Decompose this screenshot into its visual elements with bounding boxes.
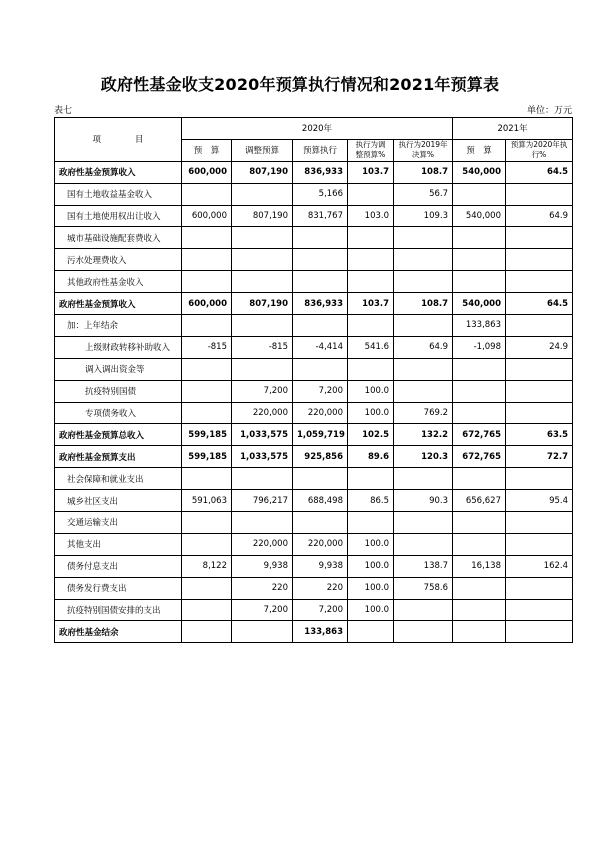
row-label: 城市基础设施配套费收入 bbox=[55, 227, 182, 249]
cell-budget-2020 bbox=[182, 468, 232, 490]
cell-budget-execution bbox=[293, 271, 348, 293]
cell-exec-vs-2019-pct: 120.3 bbox=[394, 446, 453, 468]
table-row bbox=[55, 577, 573, 599]
row-label: 抗疫特别国债 bbox=[55, 380, 182, 402]
cell-budget-execution bbox=[293, 315, 348, 337]
cell-budget-2020: 8,122 bbox=[182, 555, 232, 577]
cell-exec-vs-adjusted-pct bbox=[348, 621, 394, 643]
cell-adjusted-budget: 7,200 bbox=[232, 380, 293, 402]
cell-exec-vs-2019-pct bbox=[394, 512, 453, 534]
cell-budget-2020 bbox=[182, 533, 232, 555]
table-row bbox=[55, 512, 573, 534]
cell-budget-2021: 656,627 bbox=[453, 490, 506, 512]
row-label: 政府性基金结余 bbox=[55, 621, 182, 643]
cell-exec-vs-adjusted-pct bbox=[348, 315, 394, 337]
cell-budget-vs-2020-pct bbox=[506, 512, 573, 534]
cell-adjusted-budget: -815 bbox=[232, 336, 293, 358]
cell-exec-vs-2019-pct bbox=[394, 380, 453, 402]
table-row bbox=[55, 336, 573, 358]
cell-budget-2020: 600,000 bbox=[182, 293, 232, 315]
cell-budget-execution: 133,863 bbox=[293, 621, 348, 643]
row-label: 政府性基金预算收入 bbox=[55, 293, 182, 315]
cell-adjusted-budget: 220 bbox=[232, 577, 293, 599]
table-row bbox=[55, 490, 573, 512]
cell-exec-vs-adjusted-pct: 103.0 bbox=[348, 205, 394, 227]
cell-exec-vs-2019-pct bbox=[394, 271, 453, 293]
table-row bbox=[55, 468, 573, 490]
cell-budget-execution bbox=[293, 249, 348, 271]
cell-budget-execution bbox=[293, 468, 348, 490]
cell-exec-vs-2019-pct bbox=[394, 468, 453, 490]
row-label: 其他支出 bbox=[55, 533, 182, 555]
cell-exec-vs-adjusted-pct bbox=[348, 358, 394, 380]
cell-adjusted-budget bbox=[232, 271, 293, 293]
header-exec-vs-adjusted-pct: 执行为调整预算% bbox=[348, 139, 394, 161]
cell-exec-vs-2019-pct: 108.7 bbox=[394, 293, 453, 315]
cell-budget-2020 bbox=[182, 577, 232, 599]
cell-budget-2021 bbox=[453, 402, 506, 424]
table-row bbox=[55, 249, 573, 271]
header-budget-2020: 预 算 bbox=[182, 139, 232, 161]
cell-budget-2021: -1,098 bbox=[453, 336, 506, 358]
cell-exec-vs-2019-pct: 132.2 bbox=[394, 424, 453, 446]
cell-budget-2021 bbox=[453, 227, 506, 249]
table-row bbox=[55, 533, 573, 555]
table-row bbox=[55, 227, 573, 249]
cell-budget-2021 bbox=[453, 468, 506, 490]
row-label: 调入调出资金等 bbox=[55, 358, 182, 380]
table-row bbox=[55, 599, 573, 621]
header-adjusted-budget: 调整预算 bbox=[232, 139, 293, 161]
cell-budget-vs-2020-pct: 64.5 bbox=[506, 161, 573, 183]
cell-exec-vs-adjusted-pct bbox=[348, 227, 394, 249]
cell-budget-vs-2020-pct: 162.4 bbox=[506, 555, 573, 577]
cell-exec-vs-adjusted-pct bbox=[348, 468, 394, 490]
cell-adjusted-budget: 807,190 bbox=[232, 293, 293, 315]
row-label: 债务发行费支出 bbox=[55, 577, 182, 599]
cell-exec-vs-adjusted-pct: 103.7 bbox=[348, 293, 394, 315]
row-label: 政府性基金预算总收入 bbox=[55, 424, 182, 446]
cell-exec-vs-2019-pct: 769.2 bbox=[394, 402, 453, 424]
cell-budget-2021: 540,000 bbox=[453, 293, 506, 315]
table-row bbox=[55, 205, 573, 227]
cell-adjusted-budget bbox=[232, 512, 293, 534]
cell-budget-execution bbox=[293, 227, 348, 249]
table-row bbox=[55, 424, 573, 446]
cell-budget-2020 bbox=[182, 249, 232, 271]
cell-budget-2021: 672,765 bbox=[453, 424, 506, 446]
cell-adjusted-budget bbox=[232, 468, 293, 490]
cell-budget-2021 bbox=[453, 183, 506, 205]
table-row bbox=[55, 293, 573, 315]
cell-budget-vs-2020-pct bbox=[506, 621, 573, 643]
cell-budget-2020 bbox=[182, 402, 232, 424]
cell-budget-2020 bbox=[182, 599, 232, 621]
table-row bbox=[55, 402, 573, 424]
cell-adjusted-budget: 807,190 bbox=[232, 205, 293, 227]
cell-exec-vs-adjusted-pct: 100.0 bbox=[348, 533, 394, 555]
cell-exec-vs-2019-pct: 109.3 bbox=[394, 205, 453, 227]
header-item: 项 目 bbox=[55, 118, 182, 162]
table-body bbox=[55, 161, 573, 643]
row-label: 专项债务收入 bbox=[55, 402, 182, 424]
cell-exec-vs-2019-pct: 90.3 bbox=[394, 490, 453, 512]
row-label: 加：上年结余 bbox=[55, 315, 182, 337]
cell-budget-2020: 599,185 bbox=[182, 424, 232, 446]
cell-adjusted-budget: 220,000 bbox=[232, 402, 293, 424]
cell-budget-2020: 591,063 bbox=[182, 490, 232, 512]
cell-budget-vs-2020-pct bbox=[506, 315, 573, 337]
cell-exec-vs-2019-pct bbox=[394, 358, 453, 380]
cell-exec-vs-adjusted-pct bbox=[348, 249, 394, 271]
cell-budget-vs-2020-pct bbox=[506, 577, 573, 599]
cell-adjusted-budget bbox=[232, 315, 293, 337]
cell-exec-vs-2019-pct: 108.7 bbox=[394, 161, 453, 183]
cell-budget-2020: 599,185 bbox=[182, 446, 232, 468]
table-row bbox=[55, 380, 573, 402]
cell-budget-2021 bbox=[453, 271, 506, 293]
cell-adjusted-budget: 7,200 bbox=[232, 599, 293, 621]
cell-budget-2020 bbox=[182, 358, 232, 380]
cell-budget-vs-2020-pct: 64.5 bbox=[506, 293, 573, 315]
cell-budget-execution: 7,200 bbox=[293, 599, 348, 621]
row-label: 交通运输支出 bbox=[55, 512, 182, 534]
row-label: 政府性基金预算支出 bbox=[55, 446, 182, 468]
cell-budget-execution: 836,933 bbox=[293, 161, 348, 183]
cell-exec-vs-adjusted-pct: 100.0 bbox=[348, 402, 394, 424]
cell-budget-2020: -815 bbox=[182, 336, 232, 358]
row-label: 社会保障和就业支出 bbox=[55, 468, 182, 490]
cell-exec-vs-adjusted-pct: 100.0 bbox=[348, 380, 394, 402]
cell-budget-vs-2020-pct bbox=[506, 402, 573, 424]
cell-exec-vs-adjusted-pct: 89.6 bbox=[348, 446, 394, 468]
row-label: 债务付息支出 bbox=[55, 555, 182, 577]
cell-budget-vs-2020-pct bbox=[506, 599, 573, 621]
table-row bbox=[55, 446, 573, 468]
cell-budget-2021 bbox=[453, 249, 506, 271]
cell-adjusted-budget: 9,938 bbox=[232, 555, 293, 577]
row-label: 上级财政转移补助收入 bbox=[55, 336, 182, 358]
cell-adjusted-budget: 807,190 bbox=[232, 161, 293, 183]
row-label: 国有土地收益基金收入 bbox=[55, 183, 182, 205]
cell-budget-2021 bbox=[453, 358, 506, 380]
header-budget-vs-2020-pct: 预算为2020年执行% bbox=[506, 139, 573, 161]
header-exec-vs-2019-pct: 执行为2019年决算% bbox=[394, 139, 453, 161]
cell-budget-2020 bbox=[182, 512, 232, 534]
cell-budget-2021: 540,000 bbox=[453, 205, 506, 227]
cell-exec-vs-2019-pct: 138.7 bbox=[394, 555, 453, 577]
page-title: 政府性基金收支2020年预算执行情况和2021年预算表 bbox=[100, 75, 500, 94]
budget-table bbox=[54, 117, 573, 643]
row-label: 其他政府性基金收入 bbox=[55, 271, 182, 293]
cell-budget-2021 bbox=[453, 577, 506, 599]
cell-budget-2021: 16,138 bbox=[453, 555, 506, 577]
row-label: 国有土地使用权出让收入 bbox=[55, 205, 182, 227]
header-budget-execution: 预算执行 bbox=[293, 139, 348, 161]
cell-budget-execution: 220,000 bbox=[293, 402, 348, 424]
cell-budget-vs-2020-pct: 64.9 bbox=[506, 205, 573, 227]
cell-budget-vs-2020-pct: 72.7 bbox=[506, 446, 573, 468]
cell-adjusted-budget bbox=[232, 358, 293, 380]
cell-budget-2020 bbox=[182, 380, 232, 402]
cell-exec-vs-adjusted-pct bbox=[348, 512, 394, 534]
cell-budget-2021 bbox=[453, 599, 506, 621]
cell-budget-execution: 220 bbox=[293, 577, 348, 599]
table-row bbox=[55, 161, 573, 183]
cell-budget-vs-2020-pct: 95.4 bbox=[506, 490, 573, 512]
cell-budget-2021 bbox=[453, 533, 506, 555]
cell-budget-execution: 5,166 bbox=[293, 183, 348, 205]
cell-budget-vs-2020-pct bbox=[506, 533, 573, 555]
header-year-2020: 2020年 bbox=[182, 118, 453, 140]
table-row bbox=[55, 621, 573, 643]
cell-budget-2020 bbox=[182, 183, 232, 205]
table-row bbox=[55, 315, 573, 337]
cell-exec-vs-adjusted-pct: 86.5 bbox=[348, 490, 394, 512]
cell-adjusted-budget: 1,033,575 bbox=[232, 446, 293, 468]
cell-exec-vs-adjusted-pct: 103.7 bbox=[348, 161, 394, 183]
cell-budget-execution bbox=[293, 512, 348, 534]
cell-budget-execution: 9,938 bbox=[293, 555, 348, 577]
cell-budget-2020 bbox=[182, 621, 232, 643]
cell-exec-vs-adjusted-pct bbox=[348, 183, 394, 205]
row-label: 城乡社区支出 bbox=[55, 490, 182, 512]
cell-exec-vs-2019-pct bbox=[394, 599, 453, 621]
table-row bbox=[55, 183, 573, 205]
cell-budget-vs-2020-pct bbox=[506, 271, 573, 293]
cell-exec-vs-2019-pct bbox=[394, 315, 453, 337]
cell-budget-vs-2020-pct: 24.9 bbox=[506, 336, 573, 358]
cell-exec-vs-adjusted-pct bbox=[348, 271, 394, 293]
cell-adjusted-budget bbox=[232, 227, 293, 249]
cell-adjusted-budget bbox=[232, 621, 293, 643]
cell-exec-vs-2019-pct: 56.7 bbox=[394, 183, 453, 205]
cell-budget-vs-2020-pct bbox=[506, 249, 573, 271]
cell-budget-2021 bbox=[453, 621, 506, 643]
cell-budget-execution: 831,767 bbox=[293, 205, 348, 227]
header-year-2021: 2021年 bbox=[453, 118, 573, 140]
cell-exec-vs-adjusted-pct: 102.5 bbox=[348, 424, 394, 446]
cell-budget-vs-2020-pct: 63.5 bbox=[506, 424, 573, 446]
cell-budget-vs-2020-pct bbox=[506, 183, 573, 205]
cell-budget-2021: 133,863 bbox=[453, 315, 506, 337]
cell-exec-vs-2019-pct: 758.6 bbox=[394, 577, 453, 599]
cell-budget-vs-2020-pct bbox=[506, 227, 573, 249]
cell-adjusted-budget: 1,033,575 bbox=[232, 424, 293, 446]
cell-budget-2020: 600,000 bbox=[182, 205, 232, 227]
row-label: 抗疫特别国债安排的支出 bbox=[55, 599, 182, 621]
table-row bbox=[55, 555, 573, 577]
cell-budget-execution: 688,498 bbox=[293, 490, 348, 512]
cell-budget-execution: 7,200 bbox=[293, 380, 348, 402]
cell-budget-2020 bbox=[182, 227, 232, 249]
unit-label: 单位：万元 bbox=[526, 106, 572, 116]
cell-adjusted-budget: 796,217 bbox=[232, 490, 293, 512]
cell-adjusted-budget bbox=[232, 249, 293, 271]
cell-exec-vs-2019-pct bbox=[394, 621, 453, 643]
cell-adjusted-budget: 220,000 bbox=[232, 533, 293, 555]
cell-budget-2020: 600,000 bbox=[182, 161, 232, 183]
cell-exec-vs-2019-pct bbox=[394, 227, 453, 249]
cell-exec-vs-2019-pct bbox=[394, 533, 453, 555]
cell-budget-2021 bbox=[453, 380, 506, 402]
cell-budget-execution: 1,059,719 bbox=[293, 424, 348, 446]
table-number: 表七 bbox=[54, 106, 73, 116]
cell-budget-execution: 925,856 bbox=[293, 446, 348, 468]
cell-budget-2021: 540,000 bbox=[453, 161, 506, 183]
cell-budget-vs-2020-pct bbox=[506, 468, 573, 490]
cell-budget-execution bbox=[293, 358, 348, 380]
cell-exec-vs-adjusted-pct: 100.0 bbox=[348, 577, 394, 599]
cell-exec-vs-adjusted-pct: 100.0 bbox=[348, 555, 394, 577]
cell-budget-execution: 836,933 bbox=[293, 293, 348, 315]
header-budget-2021: 预 算 bbox=[453, 139, 506, 161]
cell-budget-2020 bbox=[182, 315, 232, 337]
table-row bbox=[55, 271, 573, 293]
cell-exec-vs-adjusted-pct: 100.0 bbox=[348, 599, 394, 621]
row-label: 污水处理费收入 bbox=[55, 249, 182, 271]
cell-adjusted-budget bbox=[232, 183, 293, 205]
table-row bbox=[55, 358, 573, 380]
cell-exec-vs-2019-pct: 64.9 bbox=[394, 336, 453, 358]
cell-budget-2021 bbox=[453, 512, 506, 534]
cell-budget-vs-2020-pct bbox=[506, 358, 573, 380]
cell-budget-2020 bbox=[182, 271, 232, 293]
cell-exec-vs-2019-pct bbox=[394, 249, 453, 271]
cell-budget-execution: 220,000 bbox=[293, 533, 348, 555]
cell-budget-2021: 672,765 bbox=[453, 446, 506, 468]
cell-budget-vs-2020-pct bbox=[506, 380, 573, 402]
cell-budget-execution: -4,414 bbox=[293, 336, 348, 358]
cell-exec-vs-adjusted-pct: 541.6 bbox=[348, 336, 394, 358]
row-label: 政府性基金预算收入 bbox=[55, 161, 182, 183]
